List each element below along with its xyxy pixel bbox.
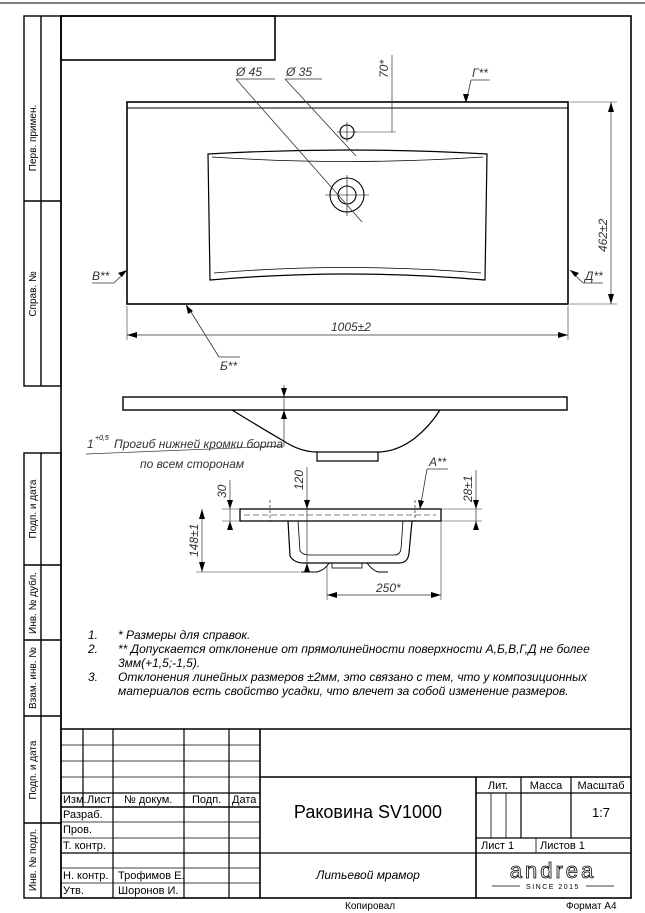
footer-copied: Копировал	[345, 901, 396, 912]
material: Литьевой мрамор	[316, 868, 420, 882]
footer-format: Формат А4	[566, 901, 617, 912]
basin-outline	[208, 150, 487, 280]
dim-250: 250*	[376, 581, 401, 595]
dim-30: 30	[215, 484, 229, 498]
col-list: Лист	[87, 794, 111, 806]
footer	[345, 901, 617, 912]
dim-hole-45: Ø 45	[236, 65, 263, 79]
note-2-num: 2.	[88, 642, 99, 656]
note-1-text: * Размеры для справок.	[118, 628, 251, 642]
name-utv: Шоронов И.	[118, 885, 179, 897]
name-nkontr: Трофимов Е.	[118, 870, 185, 882]
col-data: Дата	[232, 794, 257, 806]
deflection-tolerance-sup: +0,5	[95, 435, 109, 442]
top-stamp-box	[61, 16, 275, 60]
side-labels	[27, 105, 39, 891]
deflection-line-1: Прогиб нижней кромки борта	[114, 437, 284, 451]
plan-dimensions	[92, 60, 610, 373]
sheet-number: Лист 1	[481, 840, 515, 852]
section-view	[196, 467, 482, 600]
drawing-title: Раковина SV1000	[293, 802, 443, 822]
col-podp: Подп.	[192, 794, 222, 806]
deflection-line-2: по всем сторонам	[140, 457, 245, 471]
edge-d-label: Д**	[585, 269, 603, 283]
note-3-num: 3.	[88, 670, 99, 684]
dim-28: 28±1	[461, 475, 475, 502]
section-bowl	[288, 521, 412, 563]
note-2-text: ** Допускается отклонение от прямолинейности поверхности А,Б,В,Г,Д не более 3мм(+1,5;-1,5).	[118, 642, 590, 670]
scale-value: 1:7	[591, 805, 611, 820]
edge-a-label: А**	[429, 455, 447, 469]
edge-g-label: Г**	[472, 66, 488, 80]
side-label-podp-data-2: Подп. и дата	[28, 740, 39, 800]
row-prov: Пров.	[63, 824, 93, 836]
dim-width: 1005±2	[331, 320, 371, 334]
col-lit: Лит.	[487, 780, 509, 792]
dim-120: 120	[292, 469, 306, 490]
side-label-sprav: Справ. №	[28, 271, 39, 317]
side-label-podp-data-1: Подп. и дата	[28, 479, 39, 539]
edge-b-label: Б**	[220, 359, 238, 373]
side-label-inv-podl: Инв. № подл.	[28, 828, 39, 892]
dim-hole-35: Ø 35	[286, 65, 313, 79]
logo-since: SINCE 2015	[526, 884, 580, 891]
front-slab	[123, 397, 567, 410]
deflection-tolerance: 1	[87, 437, 94, 451]
col-izm: Изм.	[63, 794, 87, 806]
edge-v-label: В**	[92, 269, 110, 283]
col-masshtab: Масштаб	[577, 780, 625, 792]
dim-148: 148±1	[187, 523, 201, 557]
sheets-count: Листов 1	[540, 840, 585, 852]
note-1-num: 1.	[88, 628, 99, 642]
row-utv: Утв.	[63, 885, 84, 897]
side-label-vzam-inv: Взам. инв. №	[28, 647, 39, 709]
logo-text: andrea	[509, 858, 597, 883]
side-label-perv-primen: Перв. примен.	[28, 104, 39, 172]
col-dokum: № докум.	[124, 794, 173, 806]
note-3-text: Отклонения линейных размеров ±2мм, это связано с тем, что у композиционных материалов есть свойство усадки, что влечет за собой изменение размеров.	[118, 670, 587, 698]
row-tkontr: Т. контр.	[63, 840, 106, 852]
row-nkontr: Н. контр.	[63, 870, 109, 882]
side-label-inv-dubl: Инв. № дубл.	[28, 572, 39, 634]
row-razrab: Разраб.	[63, 809, 103, 821]
plan-view	[92, 55, 617, 357]
col-massa: Масса	[529, 780, 563, 792]
dim-depth: 462±2	[596, 218, 610, 252]
dim-70: 70*	[377, 59, 391, 78]
